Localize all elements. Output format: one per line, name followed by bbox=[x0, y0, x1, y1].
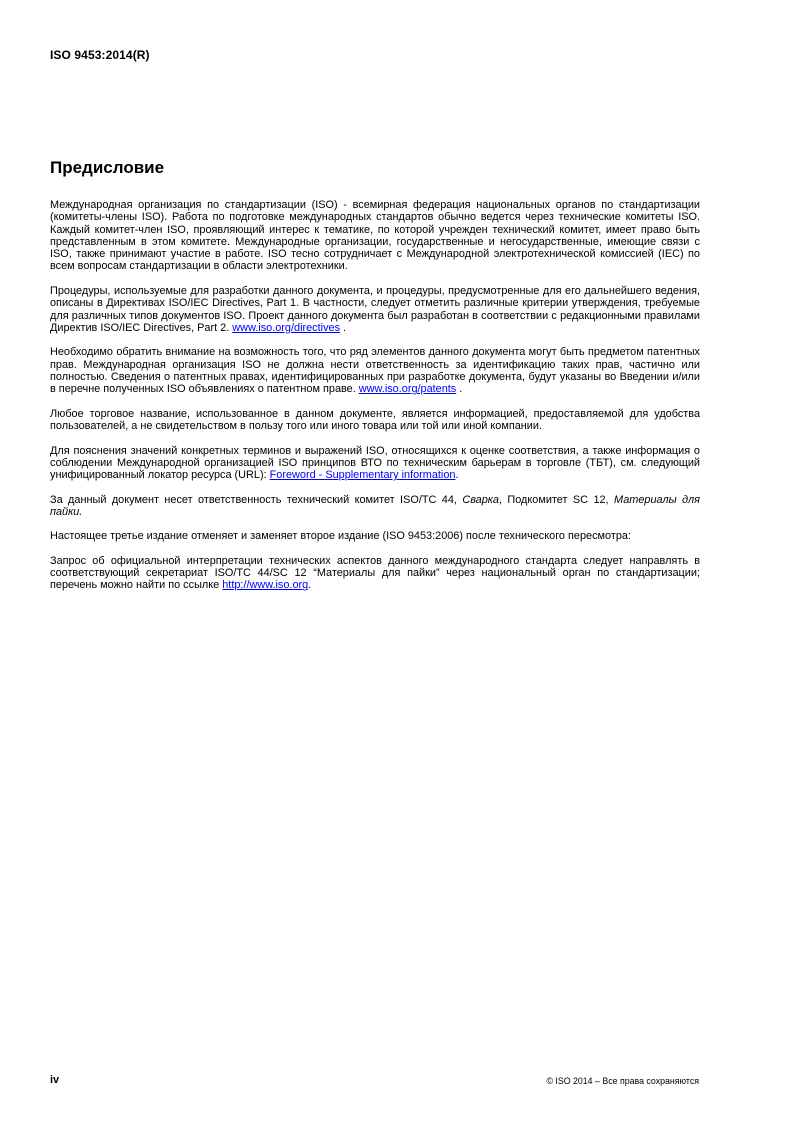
paragraph-procedures-text: Процедуры, используемые для разработки данного документа, и процедуры, предусмотренные для его дальнейшего ведения, описаны в Директивах ISO/IEC Directives, Part 1. В частности, следует отметить различные критерии утверждения, требуемые для различных типов документов ISO. Проект данного документа был разработан в соответствии с редакционными правилами Директив ISO/IEC Directives, Part 2. bbox=[50, 284, 700, 334]
iso-website-link[interactable]: http://www.iso.org bbox=[222, 579, 309, 592]
paragraph-patents-end: . bbox=[459, 383, 463, 396]
paragraph-conformity-text: Для пояснения значений конкретных терминов и выражений ISO, относящихся к оценке соответствия, а также информация о соблюдении Международной организацией ISO принципов ВТО по техническим барьерам в торговле (ТБТ), см. следующий унифицированный локатор ресурса (URL): bbox=[50, 444, 700, 482]
paragraph-committee-a: За данный документ несет ответственность технический комитет ISO/TC 44, bbox=[50, 493, 457, 506]
copyright-notice: © ISO 2014 – Все права сохраняются bbox=[546, 1076, 699, 1086]
paragraph-interpretation-text: Запрос об официальной интерпретации технических аспектов данного международного стандарта следует направлять в соответствующий секретариат ISO/TC 44/SC 12 “Материалы для пайки” через национальный орган по стандартизации; перечень можно найти по ссылке bbox=[50, 554, 700, 592]
paragraph-committee bbox=[50, 494, 700, 519]
paragraph-iso-intro: Международная организация по стандартизации (ISO) - всемирная федерация национальных органов по стандартизации (комитеты-члены ISO). Работа по подготовке международных стандартов обычно ведется через технические комитеты ISO. Каждый комитет-член ISO, проявляющий интерес к тематике, по которой учрежден технический комитет, имеет право быть представленным в этом комитете. Международные организации, государственные и негосударственные, имеющие связи с ISO, также принимают участие в работе. ISO тесно сотрудничает с Международной электротехнической комиссией (IEC) по всем вопросам стандартизации в области электротехники. bbox=[50, 199, 700, 273]
committee-name: Сварка bbox=[462, 493, 499, 506]
paragraph-conformity-end: . bbox=[455, 469, 459, 482]
paragraph-procedures bbox=[50, 285, 700, 334]
foreword-supplementary-link[interactable]: Foreword - Supplementary information bbox=[269, 469, 456, 482]
paragraph-trade-names: Любое торговое название, использованное в данном документе, является информацией, предоставляемой для удобства пользователей, а не свидетельством в пользу того или иного товара или той или иной компании. bbox=[50, 407, 700, 433]
page-title: Предисловие bbox=[50, 158, 165, 177]
patents-link[interactable]: www.iso.org/patents bbox=[358, 383, 457, 396]
paragraph-patents bbox=[50, 346, 700, 395]
paragraph-procedures-end: . bbox=[343, 321, 347, 334]
paragraph-edition: Настоящее третье издание отменяет и заменяет второе издание (ISO 9453:2006) после технического пересмотра: bbox=[50, 530, 631, 543]
page-number: iv bbox=[50, 1074, 60, 1086]
directives-link[interactable]: www.iso.org/directives bbox=[232, 321, 341, 334]
paragraph-interpretation bbox=[50, 555, 700, 592]
paragraph-interpretation-end: . bbox=[308, 579, 312, 592]
paragraph-committee-c: , Подкомитет SC 12, bbox=[498, 493, 609, 506]
subcommittee-name: Материалы для пайки. bbox=[50, 493, 700, 518]
foreword-body bbox=[50, 199, 700, 604]
paragraph-patents-text: Необходимо обратить внимание на возможность того, что ряд элементов данного документа могут быть предметом патентных прав. Международная организация ISO не должна нести ответственность за идентификацию таких прав, частично или полностью. Сведения о патентных правах, идентифицированных при разработке документа, будут указаны во Введении и/или в перечне полученных ISO объявлениях о патентном праве. bbox=[50, 346, 700, 396]
document-header-id: ISO 9453:2014(R) bbox=[50, 48, 150, 62]
paragraph-conformity bbox=[50, 445, 700, 482]
